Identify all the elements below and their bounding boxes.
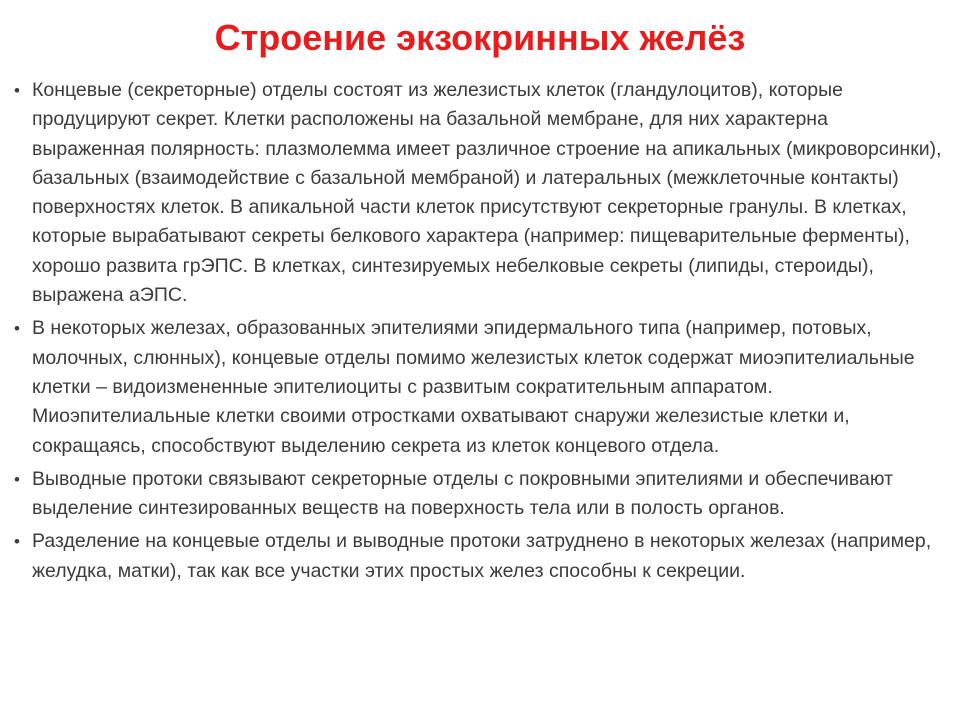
bullet-item: [14, 76, 944, 310]
bullet-icon: •: [14, 532, 20, 552]
bullet-item: [14, 314, 944, 460]
bullet-item: [14, 465, 944, 524]
bullet-text: Разделение на концевые отделы и выводные протоки затруднено в некоторых железах (например, желудка, матки), так как все участки этих простых желез способны к секреции.: [32, 530, 932, 582]
bullet-icon: •: [14, 319, 20, 339]
bullet-text: В некоторых железах, образованных эпителиями эпидермального типа (например, потовых, молочных, слюнных), концевые отделы помимо железистых клеток содержат миоэпителиальные клетки – видоизмененные эпителиоциты с развитым сократительным аппаратом. Миоэпителиальные клетки своими отростками охватывают снаружи железистые клетки и, сокращаясь, способствуют выделению секрета из клеток концевого отдела.: [32, 317, 915, 457]
bullet-list: [14, 76, 944, 590]
slide-title: Строение экзокринных желёз: [214, 17, 746, 58]
bullet-item: [14, 527, 944, 586]
bullet-icon: •: [14, 81, 20, 100]
bullet-text: Концевые (секреторные) отделы состоят из железистых клеток (гландулоцитов), которые продуцируют секрет. Клетки расположены на базальной мембране, для них характерна выраженная полярность: плазмолемма имеет различное строение на апикальных (микроворсинки), базальных (взаимодействие с базальной мембраной) и латеральных (межклеточные контакты) поверхностях клеток. В апикальной части клеток присутствуют секреторные гранулы. В клетках, которые вырабатывают секреты белкового характера (например: пищеварительные ферменты), хорошо развита грЭПС. В клетках, синтезируемых небелковые секреты (липиды, стероиды), выражена аЭПС.: [32, 79, 942, 307]
bullet-icon: •: [14, 469, 20, 489]
bullet-text: Выводные протоки связывают секреторные отделы с покровными эпителиями и обеспечивают выделение синтезированных веществ на поверхность тела или в полость органов.: [32, 467, 893, 520]
